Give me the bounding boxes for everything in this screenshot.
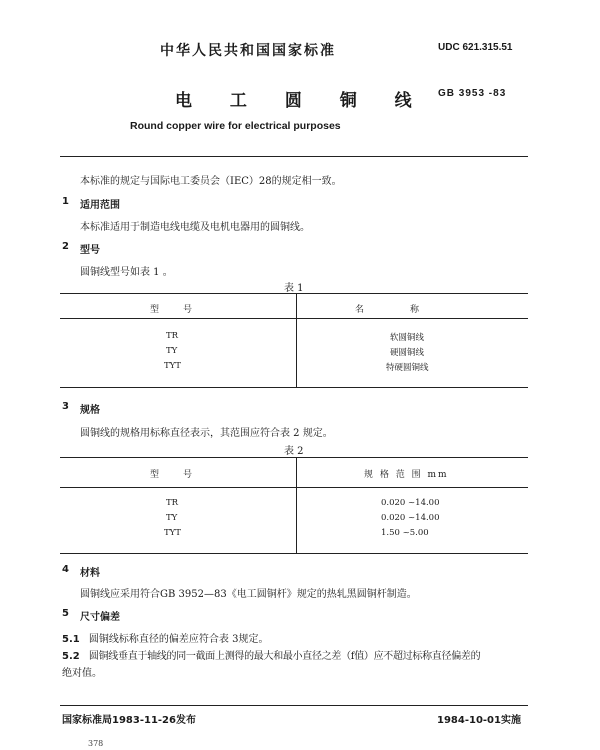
section-number: 4 <box>62 564 69 575</box>
clause-text: 圆铜线垂直于轴线的同一截面上测得的最大和最小直径之差（f值）应不超过标称直径偏差的 <box>88 651 481 662</box>
table-cell: 1.50 ~5.00 <box>381 528 429 538</box>
section-3-heading <box>0 401 600 415</box>
table-cell: 硬圆铜线 <box>390 348 425 358</box>
section-4-text: 圆铜线应采用符合GB 3952—83《电工圆铜杆》规定的热轧黑圆铜杆制造。 <box>80 589 417 600</box>
clause-number: 5.2 <box>62 651 80 662</box>
table-cell: 软圆铜线 <box>390 333 425 343</box>
table-header-cell: 规 格 范 围 mm <box>364 470 449 480</box>
table-header-cell: 型 号 <box>150 470 195 480</box>
section-3-text: 圆铜线的规格用标称直径表示，其范围应符合表 2 规定。 <box>80 428 333 439</box>
clause-5-1 <box>62 630 268 645</box>
section-1-text: 本标准适用于制造电线电缆及电机电器用的圆铜线。 <box>80 222 310 233</box>
table-header-rule <box>60 318 528 319</box>
header-rule <box>60 156 528 157</box>
table-cell: 0.020 ~14.00 <box>381 498 440 508</box>
table-column-divider <box>296 293 297 387</box>
issuing-authority: 中华人民共和国国家标准 <box>160 43 336 59</box>
intro-text: 本标准的规定与国际电工委员会（IEC）28的规定相一致。 <box>80 176 342 187</box>
section-title: 尺寸偏差 <box>80 612 120 623</box>
footer-rule <box>60 705 528 706</box>
clause-5-2 <box>62 647 480 662</box>
section-title: 材料 <box>80 568 100 579</box>
table-top-rule <box>60 457 528 458</box>
table-header-cell: 型 号 <box>150 305 195 315</box>
section-number: 2 <box>62 241 69 252</box>
section-2-heading <box>0 241 600 255</box>
table-cell: TR <box>166 498 179 508</box>
table-header-rule <box>60 487 528 488</box>
table-top-rule <box>60 293 528 294</box>
table-bottom-rule <box>60 387 528 388</box>
table-bottom-rule <box>60 553 528 554</box>
section-title: 规格 <box>80 405 100 416</box>
clause-5-2-continuation: 绝对值。 <box>62 668 102 679</box>
section-number: 1 <box>62 196 69 207</box>
table-header-cell: 名 称 <box>355 305 422 315</box>
section-title: 适用范围 <box>80 200 120 211</box>
table-cell: TY <box>166 346 178 356</box>
table-column-divider <box>296 457 297 553</box>
issue-date: 国家标准局1983-11-26发布 <box>62 715 196 726</box>
table-cell: TYT <box>164 528 181 538</box>
section-4-heading <box>0 564 600 578</box>
section-number: 5 <box>62 608 69 619</box>
section-title: 型号 <box>80 245 100 256</box>
section-2-text: 圆铜线型号如表 1 。 <box>80 267 173 278</box>
gb-code: GB 3953 -83 <box>438 88 507 99</box>
clause-text: 圆铜线标称直径的偏差应符合表 3规定。 <box>88 634 269 645</box>
english-title: Round copper wire for electrical purposes <box>130 120 341 132</box>
document-title: 电 工 圆 铜 线 <box>175 91 428 111</box>
table-cell: TR <box>166 331 179 341</box>
table-cell: TYT <box>164 361 181 371</box>
clause-number: 5.1 <box>62 634 80 645</box>
table-cell: TY <box>166 513 178 523</box>
table-1-caption: 表 1 <box>284 283 304 294</box>
table-cell: 0.020 ~14.00 <box>381 513 440 523</box>
effective-date: 1984-10-01实施 <box>437 715 521 726</box>
page-number: 378 <box>88 739 104 748</box>
table-2-caption: 表 2 <box>284 446 304 457</box>
section-number: 3 <box>62 401 69 412</box>
udc-code: UDC 621.315.51 <box>438 42 513 53</box>
table-cell: 特硬圆铜线 <box>386 363 429 373</box>
section-1-heading <box>0 196 600 210</box>
section-5-heading <box>0 608 600 622</box>
